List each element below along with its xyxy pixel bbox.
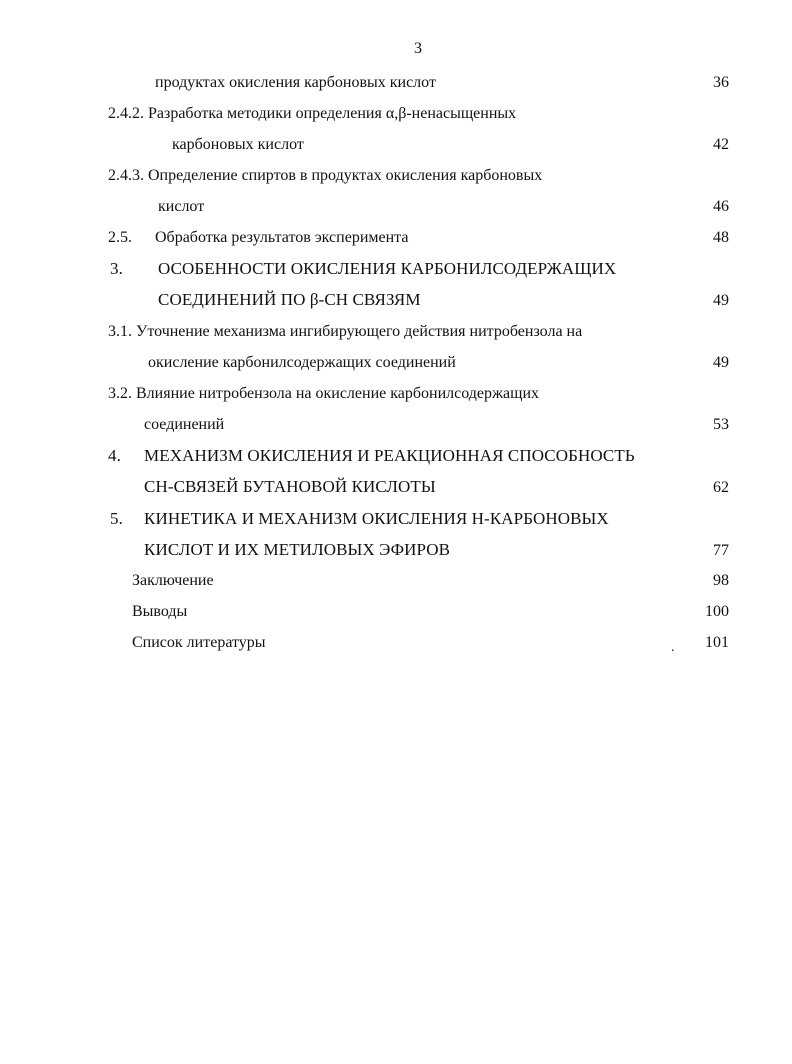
toc-entry-text: ОСОБЕННОСТИ ОКИСЛЕНИЯ КАРБОНИЛСОДЕРЖАЩИХ <box>158 259 617 278</box>
toc-entry-text: КИСЛОТ И ИХ МЕТИЛОВЫХ ЭФИРОВ <box>144 540 451 559</box>
toc-entry-text: СОЕДИНЕНИЙ ПО β-CH СВЯЗЯМ <box>158 290 421 309</box>
toc-entry-text: кислот <box>158 198 205 215</box>
toc-entry-text: 2.4.3. Определение спиртов в продуктах окисления карбоновых <box>108 167 543 184</box>
toc-entry-page: 62 <box>713 479 729 496</box>
toc-entry-text: Выводы <box>132 603 188 620</box>
toc-entry-text: карбоновых кислот <box>172 136 304 153</box>
toc-entry-page: 100 <box>705 603 729 620</box>
toc-entry-text: 2.4.2. Разработка методики определения α,β-ненасыщенных <box>108 105 517 122</box>
toc-entry-page: 48 <box>713 229 729 246</box>
toc-entry-number: 5. <box>110 509 123 528</box>
toc-entry-text: 3.2. Влияние нитробензола на окисление карбонилсодержащих <box>108 385 540 402</box>
toc-entry-page: 49 <box>713 292 729 309</box>
toc-entry-number: 2.5. <box>108 229 132 246</box>
page-number: 3 <box>414 40 422 57</box>
toc-entry-page: 46 <box>713 198 729 215</box>
toc-entry-text: Список литературы <box>132 634 266 651</box>
toc-entry-page: 49 <box>713 354 729 371</box>
toc-entry-text: Обработка результатов эксперимента <box>155 229 409 246</box>
toc-entry-text: 3.1. Уточнение механизма ингибирующего действия нитробензола на <box>108 323 583 340</box>
toc-entry-text: продуктах окисления карбоновых кислот <box>155 74 436 91</box>
toc-entry-page: 101 <box>705 634 729 651</box>
toc-entry-text: CH-СВЯЗЕЙ БУТАНОВОЙ КИСЛОТЫ <box>144 477 436 496</box>
toc-entry-text: МЕХАНИЗМ ОКИСЛЕНИЯ И РЕАКЦИОННАЯ СПОСОБНОСТЬ <box>144 446 635 465</box>
toc-entry-text: соединений <box>144 416 225 433</box>
toc-entry-page: 42 <box>713 136 729 153</box>
toc-entry-page: 53 <box>713 416 729 433</box>
toc-entry-text: КИНЕТИКА И МЕХАНИЗМ ОКИСЛЕНИЯ Н-КАРБОНОВЫХ <box>144 509 609 528</box>
toc-entry-page: 98 <box>713 572 729 589</box>
toc-entry-page: 36 <box>713 74 729 91</box>
toc-entry-text: окисление карбонилсодержащих соединений <box>148 354 456 371</box>
scan-speck: . <box>671 640 675 655</box>
toc-entry-number: 3. <box>110 259 123 278</box>
toc-entry-number: 4. <box>108 446 121 465</box>
toc-entry-text: Заключение <box>132 572 214 589</box>
toc-entry-page: 77 <box>713 542 729 559</box>
